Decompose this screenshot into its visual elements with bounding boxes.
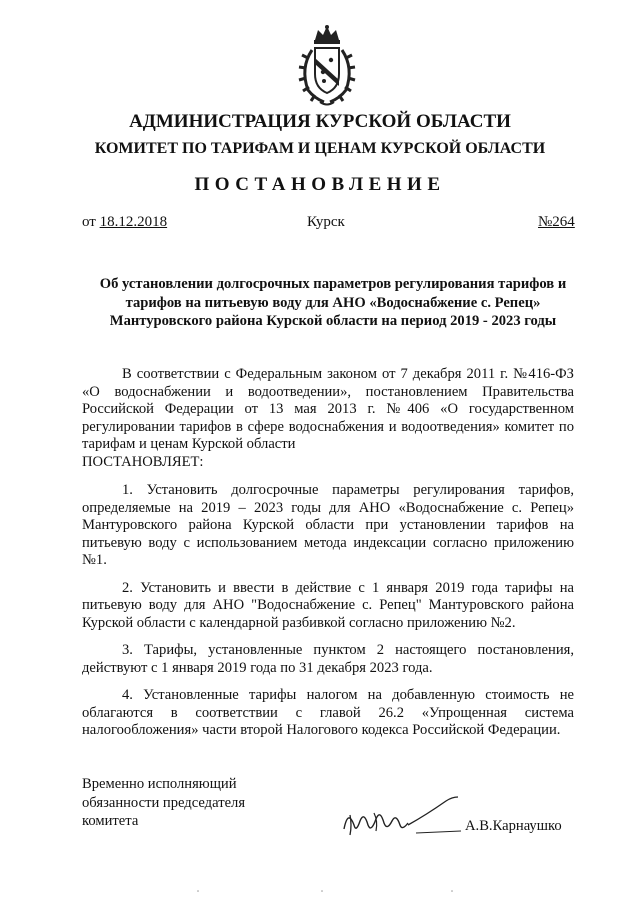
org-name-administration: АДМИНИСТРАЦИЯ КУРСКОЙ ОБЛАСТИ bbox=[129, 111, 511, 132]
intro-paragraph: В соответствии с Федеральным законом от 7 декабря 2011 г. №416-ФЗ «О водоснабжении и водоотведении», постановлением Правительства Российской Федерации от 13 мая 2013 г. №406 «О государственном регулировании тарифов в сфере водоснабжения и водоотведения» комитет по тарифам и ценам Курской области bbox=[82, 366, 574, 452]
position-line-3: комитета bbox=[82, 813, 139, 829]
document-body bbox=[82, 366, 574, 750]
coat-of-arms-icon bbox=[296, 24, 358, 108]
document-number: №264 bbox=[538, 214, 575, 230]
date-line bbox=[82, 214, 167, 231]
clause-1: 1. Установить долгосрочные параметры регулирования тарифов, определяемые на 2019 – 2023 годы для АНО «Водоснабжение с. Репец» Мантуровского района Курской области при установлении тарифов на питьевую воду с использованием метода индексации согласно приложению №1. bbox=[82, 482, 574, 568]
date-prefix: от bbox=[82, 214, 96, 230]
city: Курск bbox=[307, 214, 345, 230]
clause-2: 2. Установить и ввести в действие с 1 января 2019 года тарифы на питьевую воду для АНО "Водоснабжение с. Репец" Мантуровского района Курской области с календарной разбивкой согласно приложению №2. bbox=[82, 579, 574, 631]
clause-4: 4. Установленные тарифы налогом на добавленную стоимость не облагаются в соответствии с главой 26.2 «Упрощенная система налогообложения» части второй Налогового кодекса Российской Федерации. bbox=[82, 687, 574, 738]
document-title: Об установлении долгосрочных параметров регулирования тарифов и тарифов на питьевую воду для АНО «Водоснабжение с. Репец» Мантуровского района Курской области на период 2019 - 2023 годы bbox=[99, 276, 567, 329]
signatory-name: А.В.Карнаушко bbox=[465, 818, 562, 834]
position-line-2: обязанности председателя bbox=[82, 794, 246, 811]
clause-3: 3. Тарифы, установленные пунктом 2 настоящего постановления, действуют с 1 января 2019 года по 31 декабря 2023 года. bbox=[82, 642, 574, 676]
handwritten-signature-icon bbox=[338, 795, 463, 843]
position-line-1: Временно исполняющий bbox=[82, 776, 237, 792]
resolves-word: ПОСТАНОВЛЯЕТ: bbox=[82, 453, 204, 470]
signatory-position bbox=[82, 775, 245, 831]
org-name-committee: КОМИТЕТ ПО ТАРИФАМ И ЦЕНАМ КУРСКОЙ ОБЛАСТИ bbox=[94, 140, 546, 157]
document-date: 18.12.2018 bbox=[99, 214, 168, 230]
document-type: ПОСТАНОВЛЕНИЕ bbox=[194, 174, 446, 195]
scan-dots bbox=[0, 886, 640, 896]
